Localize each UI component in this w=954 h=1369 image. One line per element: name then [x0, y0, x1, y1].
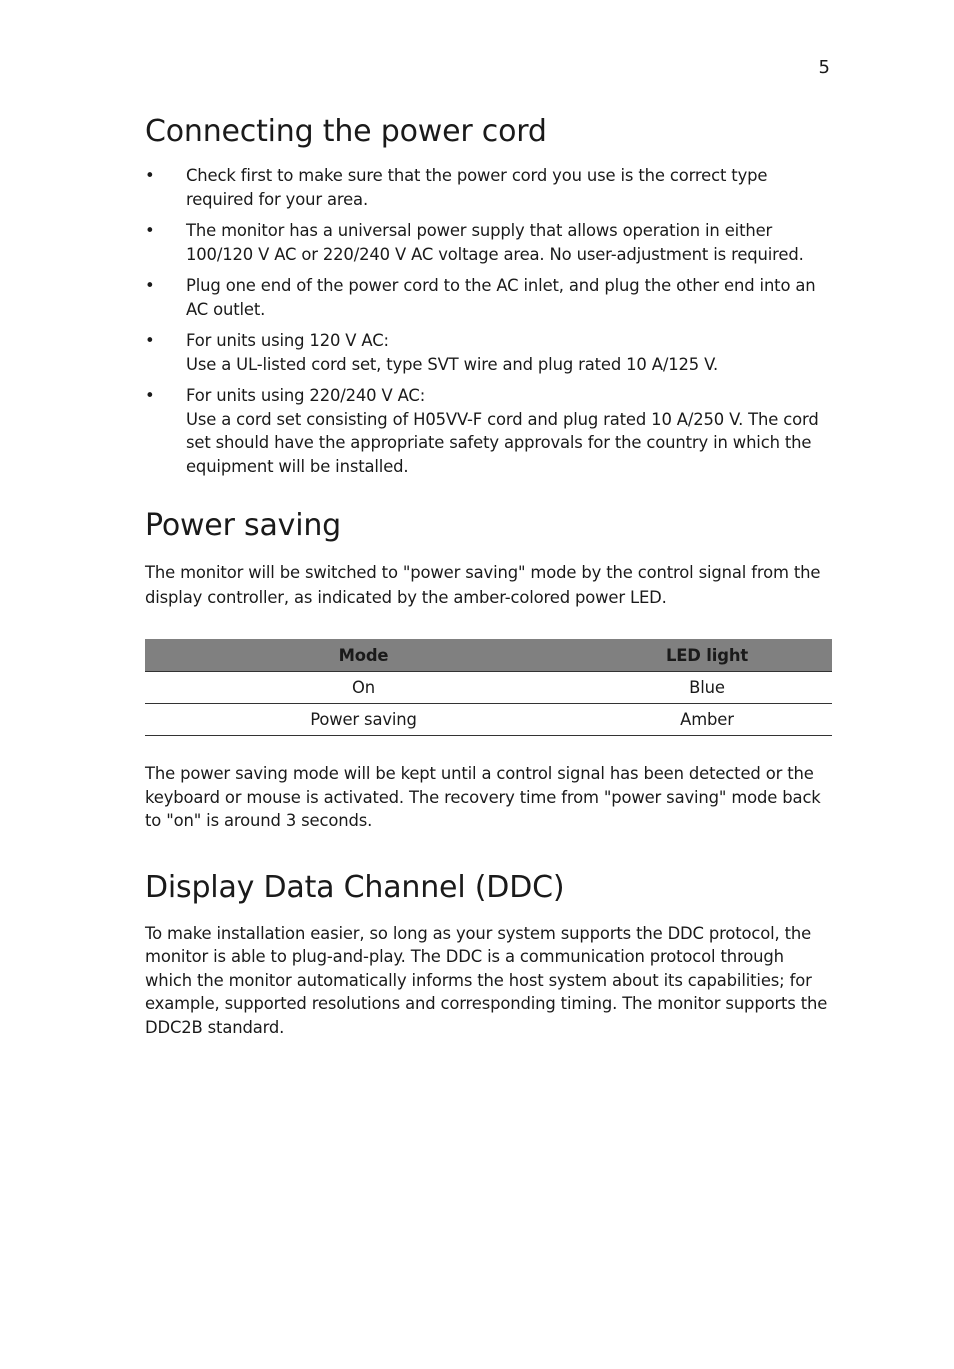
table-cell-mode: On: [145, 672, 582, 704]
column-header-mode: Mode: [145, 639, 582, 672]
section-power-saving: [145, 506, 831, 833]
list-item-text: Use a UL-listed cord set, type SVT wire and plug rated 10 A/125 V.: [186, 354, 719, 374]
table-header-row: [145, 639, 832, 672]
list-item: [145, 219, 831, 266]
bullet-icon: •: [145, 276, 155, 295]
table-cell-led: Amber: [582, 704, 832, 736]
section-heading: Display Data Channel (DDC): [145, 869, 565, 905]
paragraph: The power saving mode will be kept until a control signal has been detected or the keyboard or mouse is activated. The recovery time from "power saving" mode back to "on" is around 3 seconds.: [145, 764, 821, 830]
bullet-icon: •: [145, 386, 155, 405]
list-item-text: The monitor has a universal power supply that allows operation in either 100/120 V AC or 220/240 V AC voltage area. No user-adjustment is required.: [186, 221, 804, 264]
bullet-icon: •: [145, 331, 155, 350]
list-item-text: For units using 120 V AC:: [186, 331, 389, 350]
table-row: [145, 704, 832, 736]
table-cell-mode: Power saving: [145, 704, 582, 736]
paragraph: To make installation easier, so long as your system supports the DDC protocol, the monitor is able to plug-and-play. The DDC is a communication protocol through which the monitor automatically informs the host system about its capabilities; for example, supported resolutions and corresponding timing. The monitor supports the DDC2B standard.: [145, 923, 828, 1037]
power-mode-table: [145, 639, 832, 736]
list-item: [145, 329, 831, 376]
list-item: [145, 164, 831, 211]
page-content: [145, 112, 831, 1039]
page-number: 5: [818, 57, 830, 78]
bullet-icon: •: [145, 221, 155, 240]
section-heading: Power saving: [145, 508, 341, 543]
list-item: [145, 384, 831, 478]
list-item-text: For units using 220/240 V AC:: [186, 386, 426, 405]
bullet-icon: •: [145, 166, 155, 185]
table-cell-led: Blue: [582, 672, 832, 704]
bullet-list: [145, 164, 831, 478]
list-item-text: Use a cord set consisting of H05VV-F cord and plug rated 10 A/250 V. The cord set should have the appropriate safety approvals for the country in which the equipment will be installed.: [186, 409, 819, 476]
paragraph: The monitor will be switched to "power saving" mode by the control signal from the display controller, as indicated by the amber-colored power LED.: [145, 563, 821, 607]
column-header-led-light: LED light: [582, 639, 832, 672]
list-item-text: Check first to make sure that the power cord you use is the correct type required for your area.: [186, 166, 768, 209]
section-connecting-power-cord: [145, 112, 831, 478]
list-item: [145, 274, 831, 321]
table-row: [145, 672, 832, 704]
section-heading: Connecting the power cord: [145, 114, 547, 149]
list-item-text: Plug one end of the power cord to the AC inlet, and plug the other end into an AC outlet.: [186, 276, 816, 319]
section-ddc: [145, 868, 831, 1040]
